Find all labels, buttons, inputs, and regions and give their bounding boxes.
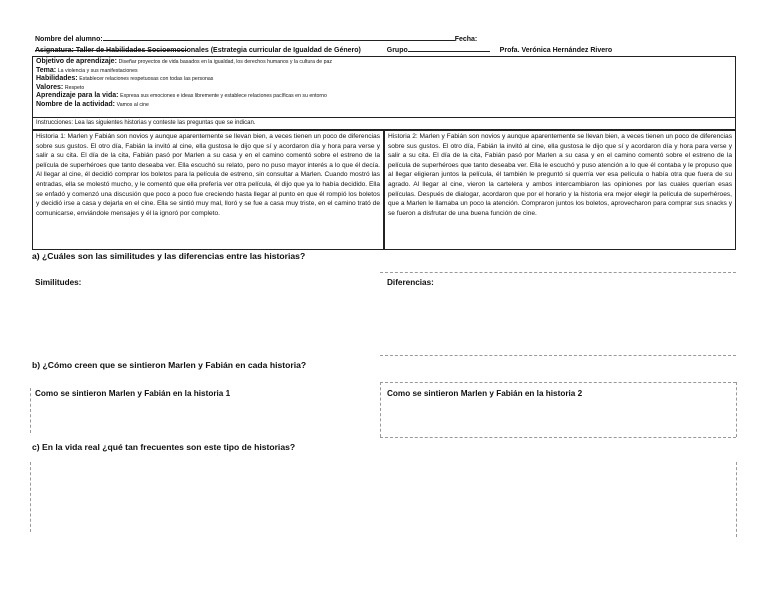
group-label: Grupo bbox=[386, 47, 408, 54]
similarities-label: Similitudes: bbox=[35, 278, 82, 287]
instructions: Instrucciones: Lea las siguientes historias y conteste las preguntas que se indican. bbox=[32, 118, 736, 130]
values-text: Respeto bbox=[64, 84, 85, 91]
answer-b-left-border bbox=[380, 382, 381, 437]
question-b: b) ¿Cómo creen que se sintieron Marlen y Fabián en cada historia? bbox=[32, 360, 307, 370]
life-learning-row bbox=[36, 92, 732, 101]
frequency-answer-area[interactable] bbox=[34, 458, 732, 536]
life-learning-label: Aprendizaje para la vida: bbox=[36, 92, 119, 100]
skills-label: Habilidades: bbox=[36, 75, 78, 83]
skills-row bbox=[36, 75, 732, 84]
feelings-story-2-label: Como se sintieron Marlen y Fabián en la historia 2 bbox=[387, 389, 583, 398]
answer-b-right-border bbox=[736, 382, 737, 437]
question-c: c) En la vida real ¿qué tan frecuentes son este tipo de historias? bbox=[32, 442, 296, 452]
objective-row bbox=[36, 58, 732, 67]
values-label: Valores: bbox=[36, 83, 64, 91]
activity-name-label: Nombre de la actividad: bbox=[36, 100, 115, 108]
life-learning-text: Expresa sus emociones e ideas libremente y establece relaciones pacíficas en su entorno bbox=[120, 93, 327, 100]
date-label: Fecha: bbox=[454, 36, 478, 43]
student-name-field[interactable] bbox=[103, 34, 455, 41]
activity-info-box bbox=[32, 56, 736, 118]
feelings-story-2-answer[interactable] bbox=[386, 402, 731, 434]
subject-label: Asignatura: Taller de Habilidades Socioemocionales (Estrategia curricular de Igualdad de Género) bbox=[35, 47, 361, 54]
values-row bbox=[36, 84, 732, 93]
answer-b-bottom-border bbox=[380, 437, 736, 438]
feelings-story-1-answer[interactable] bbox=[34, 402, 374, 434]
objective-text: Diseñar proyectos de vida basados en la igualdad, los derechos humanos y la cultura de paz bbox=[118, 59, 332, 65]
topic-text: La violencia y sus manifestaciones bbox=[57, 67, 138, 74]
skills-text: Establecer relaciones respetuosas con todas las personas bbox=[79, 76, 214, 83]
question-a: a) ¿Cuáles son las similitudes y las diferencias entre las historias? bbox=[32, 251, 306, 261]
topic-label: Tema: bbox=[36, 66, 57, 74]
subject-row bbox=[35, 45, 755, 55]
story-1: Historia 1: Marlen y Fabián son novios y aunque aparentemente se llevan bien, a veces tienen un poco de diferencias sobre sus gustos. El otro día, Fabián la invitó al cine, ella gustosa le dijo que sí y acordaron día y hora para verse y salir a su cita. El día de la cita, Fabián pasó por Marlen a su casa y en el camino comentó sobre el estreno de la película de superhéroes que tanto deseaba ver. Ella escuchó su relato, pero no puso mayor interés a lo que él decía. Al llegar al cine, él decidió comprar los boletos para la película de estreno, sin consultar a Marlen. Cuando mostró las entradas, ella se molestó mucho, y le comentó que ella prefería ver otra película, él dijo que ya lo había decidido. Ella se enfadó y comenzó una discusión que poco a poco fue creciendo hasta llegar al punto en que él rompió los boletos y decidió irse a casa y dejarla en el cine. Ella se sintió muy mal, lloró y se fue a casa muy triste, en el camino trató de comunicarse, enviándole mensajes y él la ignoró por completo. bbox=[32, 130, 384, 250]
group-field[interactable] bbox=[408, 45, 490, 52]
answer-b-top-border bbox=[380, 382, 736, 383]
answer-a-bottom-border bbox=[380, 355, 736, 356]
differences-label: Diferencias: bbox=[387, 278, 434, 287]
similarities-answer-area[interactable] bbox=[34, 290, 374, 350]
activity-name-row bbox=[36, 101, 732, 110]
answer-b1-left-border bbox=[30, 388, 31, 433]
topic-row bbox=[36, 67, 732, 76]
answer-c-left-border bbox=[30, 462, 31, 532]
teacher-name: Profa. Verónica Hernández Rivero bbox=[499, 47, 613, 54]
story-2: Historia 2: Marlen y Fabián son novios y aunque aparentemente se llevan bien, a veces tienen un poco de diferencias sobre sus gustos. El otro día, Fabián la invitó al cine, ella gustosa le dijo que sí y acordaron día y hora para verse y salir a su cita. El día de la cita, Fabián pasó por Marlen a su casa y en el camino comentó sobre el estreno de la película de superhéroes que tanto deseaba ver. Ella le escuchó y puso atención a lo que él contaba y le propuso que al llegar eligieran juntos la película, él también le preguntó si querría ver esa película o había otra que fuera de su agrado. Al llegar al cine, vieron la cartelera y ambos intercambiaron las opiniones por las cuales querían esas películas. Después de dialogar, acordaron que por el horario y la historia era mejor elegir la película de superhéroes, que a Marlen le llamaba un poco la atención. Compraron juntos los boletos, aprovecharon para comprar sus snacks y se fueron a disfrutar de una buena función de cine. bbox=[384, 130, 736, 250]
student-name-label: Nombre del alumno: bbox=[35, 36, 103, 43]
objective-label: Objetivo de aprendizaje: bbox=[36, 58, 117, 65]
feelings-story-1-label: Como se sintieron Marlen y Fabián en la historia 1 bbox=[35, 389, 231, 398]
answer-c-right-border bbox=[736, 462, 737, 537]
activity-name-text: Vamos al cine bbox=[116, 101, 149, 108]
answer-a-top-border bbox=[380, 272, 736, 273]
differences-answer-area[interactable] bbox=[386, 290, 731, 350]
